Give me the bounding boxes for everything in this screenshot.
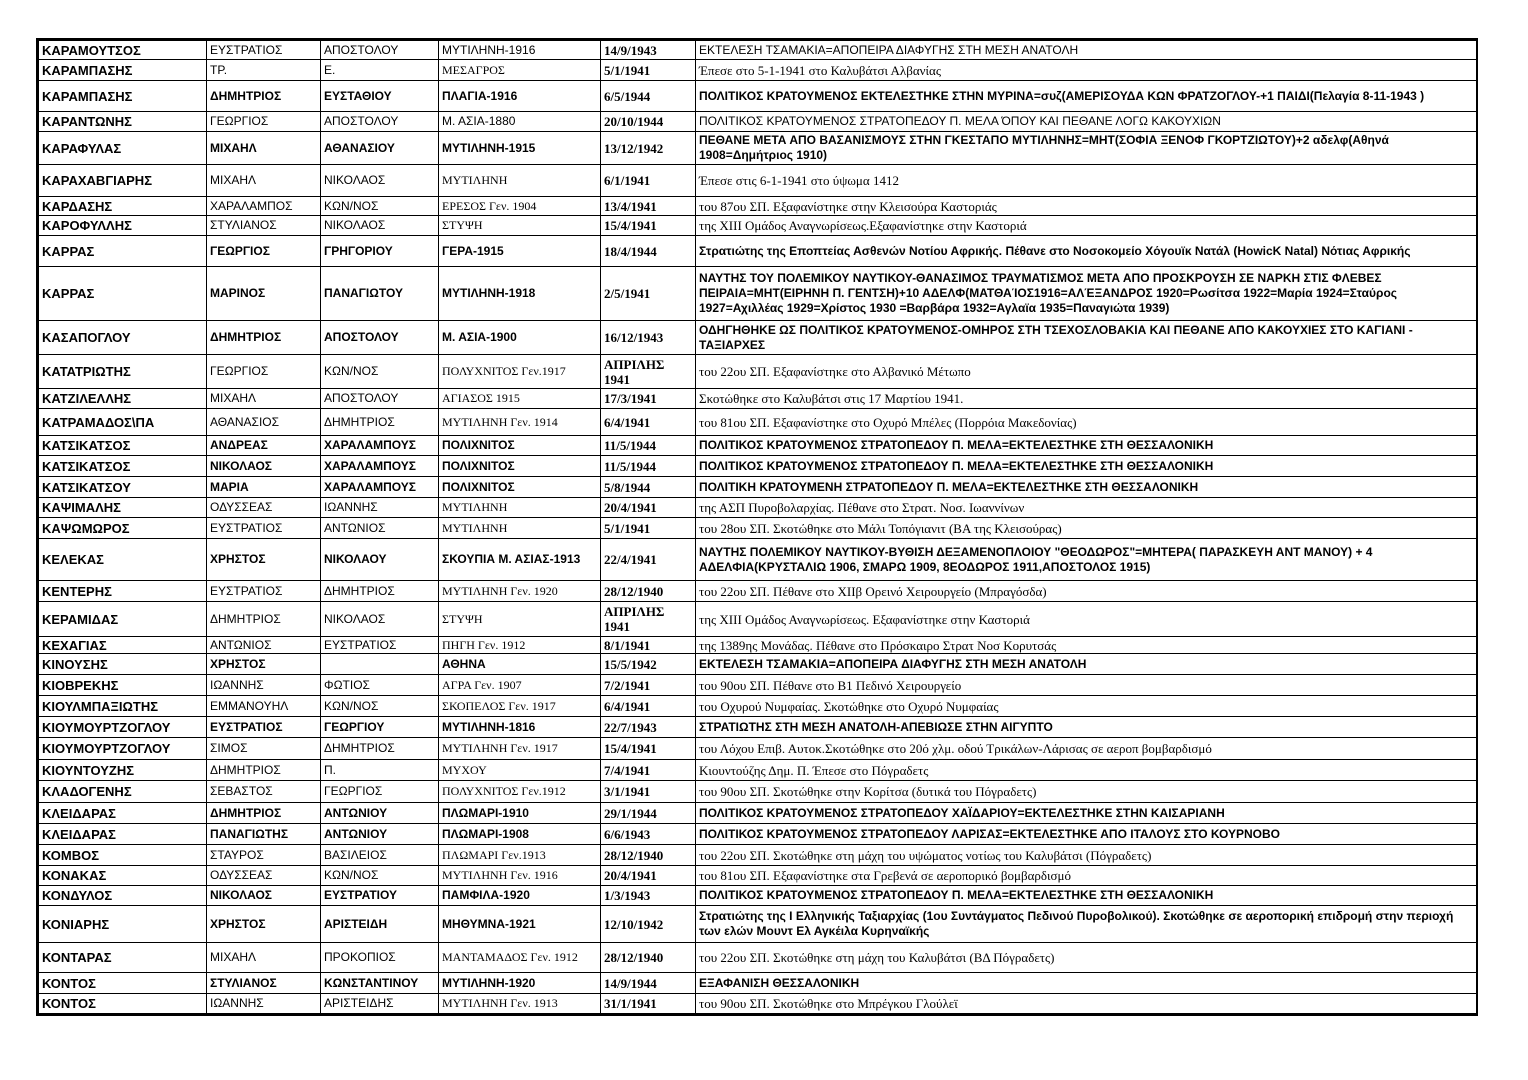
birthplace-cell: ΠΗΓΗ Γεν. 1912 — [439, 637, 601, 654]
birthplace-cell: ΜΗΘΥΜΝΑ-1921 — [439, 906, 601, 943]
surname-cell: ΚΑΤΡΑΜΑΔΟΣ\ΠΑ — [39, 409, 207, 436]
surname-cell: ΚΟΝΤΑΡΑΣ — [39, 943, 207, 973]
first-name-cell: ΧΡΗΣΤΟΣ — [207, 654, 321, 675]
birthplace-cell: ΣΚΟΠΕΛΟΣ Γεν. 1917 — [439, 696, 601, 717]
date-cell: 20/4/1941 — [601, 498, 696, 518]
note-cell: της ΑΣΠ Πυροβολαρχίας. Πέθανε στο Στρατ. Νοσ. Ιωαννίνων — [696, 498, 1477, 518]
date-cell: 11/5/1944 — [601, 436, 696, 456]
first-name-cell: ΟΔΥΣΣΕΑΣ — [207, 498, 321, 518]
table-row — [39, 781, 1477, 803]
table-row — [39, 518, 1477, 539]
date-cell: 16/12/1943 — [601, 321, 696, 355]
first-name-cell: ΜΙΧΑΗΛ — [207, 389, 321, 409]
surname-cell: ΚΟΝΤΟΣ — [39, 973, 207, 994]
birthplace-cell: ΜΥΧΟΥ — [439, 760, 601, 781]
note-cell: Στρατιώτης της Εποπτείας Ασθενών Νοτίου Αφρικής. Πέθανε στο Νοσοκομείο Χόγουϊκ Νατάλ (HowicK Natal) Νότιας Αφρικής — [696, 236, 1477, 267]
date-cell: 14/9/1943 — [601, 41, 696, 60]
table-row — [39, 41, 1477, 60]
father-name-cell: ΝΙΚΟΛΑΟΥ — [321, 539, 439, 581]
first-name-cell: ΓΕΩΡΓΙΟΣ — [207, 236, 321, 267]
date-cell: 5/1/1941 — [601, 60, 696, 81]
birthplace-cell: ΑΓΙΑΣΟΣ 1915 — [439, 389, 601, 409]
first-name-cell: ΠΑΝΑΓΙΩΤΗΣ — [207, 824, 321, 845]
birthplace-cell: ΠΛΩΜΑΡΙ Γεν.1913 — [439, 845, 601, 866]
table-row — [39, 436, 1477, 456]
father-name-cell: ΕΥΣΤΡΑΤΙΟΣ — [321, 637, 439, 654]
note-cell: ΝΑΥΤΗΣ ΠΟΛΕΜΙΚΟΥ ΝΑΥΤΙΚΟΥ-ΒΥΘΙΣΗ ΔΕΞΑΜΕΝΟΠΛΟΙΟΥ "ΘΕΟΔΩΡΟΣ"=ΜΗΤΕΡΑ( ΠΑΡΑΣΚΕΥΗ ΑΝΤ ΜΑΝΟΥ) + 4 ΑΔΕΛΦΙΑ(ΚΡΥΣΤΑΛΙΩ 1906, ΣΜΑΡΩ 1909, 8ΕΟΔΩΡΟΣ 1911,ΑΠΟΣΤΟΛΟΣ 1915) — [696, 539, 1477, 581]
surname-cell: ΚΑΡΟΦΥΛΛΗΣ — [39, 216, 207, 236]
first-name-cell: ΑΝΔΡΕΑΣ — [207, 436, 321, 456]
table-row — [39, 845, 1477, 866]
surname-cell: ΚΑΡΑΜΠΑΣΗΣ — [39, 60, 207, 81]
date-cell: 22/4/1941 — [601, 539, 696, 581]
table-row — [39, 165, 1477, 197]
father-name-cell: ΚΩΝ/ΝΟΣ — [321, 866, 439, 886]
father-name-cell: ΑΡΙΣΤΕΙΔΗ — [321, 906, 439, 943]
first-name-cell: ΜΙΧΑΗΛ — [207, 132, 321, 165]
birthplace-cell: ΜΥΤΙΛΗΝΗ Γεν. 1917 — [439, 738, 601, 760]
note-cell: ΠΟΛΙΤΙΚΟΣ ΚΡΑΤΟΥΜΕΝΟΣ ΣΤΡΑΤΟΠΕΔΟΥ Π. ΜΕΛΑ=ΕΚΤΕΛΕΣΤΗΚΕ ΣΤΗ ΘΕΣΣΑΛΟΝΙΚΗ — [696, 456, 1477, 477]
table-row — [39, 112, 1477, 132]
birthplace-cell: ΠΛΑΓΙΑ-1916 — [439, 81, 601, 112]
father-name-cell: ΑΡΙΣΤΕΙΔΗΣ — [321, 994, 439, 1014]
birthplace-cell: ΜΥΤΙΛΗΝΗ Γεν. 1914 — [439, 409, 601, 436]
birthplace-cell: ΠΟΛΙΧΝΙΤΟΣ — [439, 477, 601, 498]
table-row — [39, 696, 1477, 717]
surname-cell: ΚΑΡΑΧΑΒΓΙΑΡΗΣ — [39, 165, 207, 197]
note-cell: του Οχυρού Νυμφαίας. Σκοτώθηκε στο Οχυρό Νυμφαίας — [696, 696, 1477, 717]
table-row — [39, 824, 1477, 845]
surname-cell: ΚΕΡΑΜΙΔΑΣ — [39, 602, 207, 637]
father-name-cell: ΑΝΤΩΝΙΟΥ — [321, 803, 439, 824]
date-cell: 18/4/1944 — [601, 236, 696, 267]
note-cell: Κιουντούζης Δημ. Π. Έπεσε στο Πόγραδετς — [696, 760, 1477, 781]
father-name-cell: ΚΩΝ/ΝΟΣ — [321, 355, 439, 389]
table-row — [39, 973, 1477, 994]
birthplace-cell: ΜΥΤΙΛΗΝΗ — [439, 498, 601, 518]
surname-cell: ΚΟΝΔΥΛΟΣ — [39, 886, 207, 906]
note-cell: Σκοτώθηκε στο Καλυβάτσι στις 17 Μαρτίου 1941. — [696, 389, 1477, 409]
first-name-cell: ΕΥΣΤΡΑΤΙΟΣ — [207, 717, 321, 738]
date-cell: 3/1/1941 — [601, 781, 696, 803]
note-cell: του Λόχου Επιβ. Αυτοκ.Σκοτώθηκε στο 20ό χλμ. οδού Τρικάλων-Λάρισας σε αεροπ βομβαρδισμό — [696, 738, 1477, 760]
birthplace-cell: ΕΡΕΣΟΣ Γεν. 1904 — [439, 197, 601, 216]
surname-cell: ΚΑΤΣΙΚΑΤΣΟΥ — [39, 477, 207, 498]
first-name-cell: ΣΕΒΑΣΤΟΣ — [207, 781, 321, 803]
date-cell: 28/12/1940 — [601, 943, 696, 973]
date-cell: 8/1/1941 — [601, 637, 696, 654]
first-name-cell: ΔΗΜΗΤΡΙΟΣ — [207, 81, 321, 112]
birthplace-cell: Μ. ΑΣΙΑ-1900 — [439, 321, 601, 355]
first-name-cell: ΙΩΑΝΝΗΣ — [207, 994, 321, 1014]
first-name-cell: ΜΑΡΙΑ — [207, 477, 321, 498]
surname-cell: ΚΙΟΥΝΤΟΥΖΗΣ — [39, 760, 207, 781]
records-sheet — [36, 38, 1478, 1016]
surname-cell: ΚΙΟΥΛΜΠΑΞΙΩΤΗΣ — [39, 696, 207, 717]
first-name-cell: ΕΜΜΑΝΟΥΗΛ — [207, 696, 321, 717]
surname-cell: ΚΟΜΒΟΣ — [39, 845, 207, 866]
first-name-cell: ΝΙΚΟΛΑΟΣ — [207, 886, 321, 906]
date-cell: 7/4/1941 — [601, 760, 696, 781]
note-cell: ΠΟΛΙΤΙΚΟΣ ΚΡΑΤΟΥΜΕΝΟΣ ΣΤΡΑΤΟΠΕΔΟΥ ΧΑΪΔΑΡΙΟΥ=ΕΚΤΕΛΕΣΤΗΚΕ ΣΤΗΝ ΚΑΙΣΑΡΙΑΝΗ — [696, 803, 1477, 824]
birthplace-cell: ΜΥΤΙΛΗΝΗ-1816 — [439, 717, 601, 738]
birthplace-cell: ΜΥΤΙΛΗΝΗ Γεν. 1916 — [439, 866, 601, 886]
note-cell: ΠΟΛΙΤΙΚΟΣ ΚΡΑΤΟΥΜΕΝΟΣ ΕΚΤΕΛΕΣΤΗΚΕ ΣΤΗΝ ΜΥΡΙΝΑ=συζ(ΑΜΕΡΙΣΟΥΔΑ ΚΩΝ ΦΡΑΤΖΟΓΛΟΥ-+1 ΠΑΙΔΙ(Πελαγία 8-11-1943 ) — [696, 81, 1477, 112]
first-name-cell: ΔΗΜΗΤΡΙΟΣ — [207, 803, 321, 824]
table-row — [39, 581, 1477, 602]
first-name-cell: ΣΙΜΟΣ — [207, 738, 321, 760]
first-name-cell: ΣΤΑΥΡΟΣ — [207, 845, 321, 866]
first-name-cell: ΑΝΤΩΝΙΟΣ — [207, 637, 321, 654]
birthplace-cell: ΜΥΤΙΛΗΝΗ-1916 — [439, 41, 601, 60]
father-name-cell: ΑΝΤΩΝΙΟΣ — [321, 518, 439, 539]
date-cell: 13/4/1941 — [601, 197, 696, 216]
note-cell: ΕΚΤΕΛΕΣΗ ΤΣΑΜΑΚΙΑ=ΑΠΟΠΕΙΡΑ ΔΙΑΦΥΓΗΣ ΣΤΗ ΜΕΣΗ ΑΝΑΤΟΛΗ — [696, 654, 1477, 675]
birthplace-cell: ΑΘΗΝΑ — [439, 654, 601, 675]
father-name-cell: ΝΙΚΟΛΑΟΣ — [321, 602, 439, 637]
birthplace-cell: ΠΑΜΦΙΛΑ-1920 — [439, 886, 601, 906]
father-name-cell: ΠΑΝΑΓΙΩΤΟΥ — [321, 267, 439, 321]
date-cell: 5/1/1941 — [601, 518, 696, 539]
table-row — [39, 409, 1477, 436]
father-name-cell: ΔΗΜΗΤΡΙΟΣ — [321, 738, 439, 760]
records-table-body — [39, 41, 1477, 1014]
note-cell: του 22ου ΣΠ. Εξαφανίστηκε στο Αλβανικό Μέτωπο — [696, 355, 1477, 389]
surname-cell: ΚΑΡΑΜΠΑΣΗΣ — [39, 81, 207, 112]
first-name-cell: ΣΤΥΛΙΑΝΟΣ — [207, 973, 321, 994]
table-row — [39, 355, 1477, 389]
birthplace-cell: ΜΥΤΙΛΗΝΗ-1918 — [439, 267, 601, 321]
table-row — [39, 216, 1477, 236]
birthplace-cell: ΣΤΥΨΗ — [439, 602, 601, 637]
table-row — [39, 866, 1477, 886]
date-cell: 6/5/1944 — [601, 81, 696, 112]
surname-cell: ΚΙΟΥΜΟΥΡΤΖΟΓΛΟΥ — [39, 738, 207, 760]
date-cell: 7/2/1941 — [601, 675, 696, 696]
note-cell: ΠΟΛΙΤΙΚΟΣ ΚΡΑΤΟΥΜΕΝΟΣ ΣΤΡΑΤΟΠΕΔΟΥ Π. ΜΕΛΑ=ΕΚΤΕΛΕΣΤΗΚΕ ΣΤΗ ΘΕΣΣΑΛΟΝΙΚΗ — [696, 886, 1477, 906]
father-name-cell: ΧΑΡΑΛΑΜΠΟΥΣ — [321, 456, 439, 477]
surname-cell: ΚΑΡΡΑΣ — [39, 267, 207, 321]
table-row — [39, 389, 1477, 409]
father-name-cell: ΔΗΜΗΤΡΙΟΣ — [321, 409, 439, 436]
surname-cell: ΚΛΕΙΔΑΡΑΣ — [39, 824, 207, 845]
note-cell: του 90ου ΣΠ. Σκοτώθηκε στην Κορίτσα (δυτικά του Πόγραδετς) — [696, 781, 1477, 803]
first-name-cell: ΣΤΥΛΙΑΝΟΣ — [207, 216, 321, 236]
date-cell: 11/5/1944 — [601, 456, 696, 477]
date-cell: 5/8/1944 — [601, 477, 696, 498]
first-name-cell: ΕΥΣΤΡΑΤΙΟΣ — [207, 518, 321, 539]
table-row — [39, 717, 1477, 738]
birthplace-cell: ΠΟΛΙΧΝΙΤΟΣ — [439, 456, 601, 477]
father-name-cell: ΧΑΡΑΛΑΜΠΟΥΣ — [321, 477, 439, 498]
surname-cell: ΚΟΝΑΚΑΣ — [39, 866, 207, 886]
note-cell: ΕΚΤΕΛΕΣΗ ΤΣΑΜΑΚΙΑ=ΑΠΟΠΕΙΡΑ ΔΙΑΦΥΓΗΣ ΣΤΗ ΜΕΣΗ ΑΝΑΤΟΛΗ — [696, 41, 1477, 60]
date-cell: 29/1/1944 — [601, 803, 696, 824]
father-name-cell: ΒΑΣΙΛΕΙΟΣ — [321, 845, 439, 866]
father-name-cell: ΑΠΟΣΤΟΛΟΥ — [321, 41, 439, 60]
birthplace-cell: ΜΥΤΙΛΗΝΗ-1915 — [439, 132, 601, 165]
birthplace-cell: ΜΥΤΙΛΗΝΗ Γεν. 1913 — [439, 994, 601, 1014]
first-name-cell: ΑΘΑΝΑΣΙΟΣ — [207, 409, 321, 436]
date-cell: 12/10/1942 — [601, 906, 696, 943]
date-cell: 15/4/1941 — [601, 216, 696, 236]
first-name-cell: ΔΗΜΗΤΡΙΟΣ — [207, 321, 321, 355]
date-cell: 22/7/1943 — [601, 717, 696, 738]
table-row — [39, 760, 1477, 781]
father-name-cell: Π. — [321, 760, 439, 781]
date-cell: 1/3/1943 — [601, 886, 696, 906]
father-name-cell: ΑΠΟΣΤΟΛΟΥ — [321, 321, 439, 355]
table-row — [39, 498, 1477, 518]
father-name-cell: ΑΠΟΣΤΟΛΟΥ — [321, 112, 439, 132]
first-name-cell: ΕΥΣΤΡΑΤΙΟΣ — [207, 581, 321, 602]
table-row — [39, 81, 1477, 112]
father-name-cell: ΚΩΝ/ΝΟΣ — [321, 197, 439, 216]
surname-cell: ΚΟΝΙΑΡΗΣ — [39, 906, 207, 943]
birthplace-cell: ΜΥΤΙΛΗΝΗ — [439, 165, 601, 197]
father-name-cell: ΠΡΟΚΟΠΙΟΣ — [321, 943, 439, 973]
note-cell: του 81ου ΣΠ. Εξαφανίστηκε στο Οχυρό Μπέλες (Πορρόια Μακεδονίας) — [696, 409, 1477, 436]
surname-cell: ΚΑΡΔΑΣΗΣ — [39, 197, 207, 216]
first-name-cell: ΓΕΩΡΓΙΟΣ — [207, 355, 321, 389]
father-name-cell: ΑΘΑΝΑΣΙΟΥ — [321, 132, 439, 165]
father-name-cell: ΚΩΝ/ΝΟΣ — [321, 696, 439, 717]
father-name-cell: ΕΥΣΤΑΘΙΟΥ — [321, 81, 439, 112]
first-name-cell: ΙΩΑΝΝΗΣ — [207, 675, 321, 696]
father-name-cell — [321, 654, 439, 675]
note-cell: ΟΔΗΓΗΘΗΚΕ ΩΣ ΠΟΛΙΤΙΚΟΣ ΚΡΑΤΟΥΜΕΝΟΣ-ΟΜΗΡΟΣ ΣΤΗ ΤΣΕΧΟΣΛΟΒΑΚΙΑ ΚΑΙ ΠΕΘΑΝΕ ΑΠΟ ΚΑΚΟΥΧΙΕΣ ΣΤΟ ΚΑΓΙΑΝΙ - ΤΑΞΙΑΡΧΕΣ — [696, 321, 1477, 355]
table-row — [39, 675, 1477, 696]
surname-cell: ΚΑΨΩΜΩΡΟΣ — [39, 518, 207, 539]
father-name-cell: ΓΕΩΡΓΙΟΣ — [321, 781, 439, 803]
surname-cell: ΚΑΤΣΙΚΑΤΣΟΣ — [39, 436, 207, 456]
father-name-cell: ΔΗΜΗΤΡΙΟΣ — [321, 581, 439, 602]
birthplace-cell: ΣΤΥΨΗ — [439, 216, 601, 236]
date-cell: 20/4/1941 — [601, 866, 696, 886]
first-name-cell: ΧΑΡΑΛΑΜΠΟΣ — [207, 197, 321, 216]
birthplace-cell: ΣΚΟΥΠΙΑ Μ. ΑΣΙΑΣ-1913 — [439, 539, 601, 581]
first-name-cell: ΔΗΜΗΤΡΙΟΣ — [207, 760, 321, 781]
note-cell: του 28ου ΣΠ. Σκοτώθηκε στο Μάλι Τοπόγιανιτ (ΒΑ της Κλεισούρας) — [696, 518, 1477, 539]
note-cell: του 90ου ΣΠ. Πέθανε στο Β1 Πεδινό Χειρουργείο — [696, 675, 1477, 696]
birthplace-cell: ΜΥΤΙΛΗΝΗ Γεν. 1920 — [439, 581, 601, 602]
note-cell: Έπεσε στις 6-1-1941 στο ύψωμα 1412 — [696, 165, 1477, 197]
table-row — [39, 886, 1477, 906]
note-cell: ΠΟΛΙΤΙΚΟΣ ΚΡΑΤΟΥΜΕΝΟΣ ΣΤΡΑΤΟΠΕΔΟΥ Π. ΜΕΛΑ ΌΠΟΥ ΚΑΙ ΠΕΘΑΝΕ ΛΟΓΩ ΚΑΚΟΥΧΙΩΝ — [696, 112, 1477, 132]
note-cell: της ΧΙΙΙ Ομάδος Αναγνωρίσεως.Εξαφανίστηκε στην Καστοριά — [696, 216, 1477, 236]
surname-cell: ΚΛΑΔΟΓΕΝΗΣ — [39, 781, 207, 803]
date-cell: 14/9/1944 — [601, 973, 696, 994]
birthplace-cell: ΜΑΝΤΑΜΑΔΟΣ Γεν. 1912 — [439, 943, 601, 973]
surname-cell: ΚΟΝΤΟΣ — [39, 994, 207, 1014]
surname-cell: ΚΕΧΑΓΙΑΣ — [39, 637, 207, 654]
note-cell: ΣΤΡΑΤΙΩΤΗΣ ΣΤΗ ΜΕΣΗ ΑΝΑΤΟΛΗ-ΑΠΕΒΙΩΣΕ ΣΤΗΝ ΑΙΓΥΠΤΟ — [696, 717, 1477, 738]
note-cell: του 81ου ΣΠ. Εξαφανίστηκε στα Γρεβενά σε αεροπορικό βομβαρδισμό — [696, 866, 1477, 886]
birthplace-cell: ΠΛΩΜΑΡΙ-1910 — [439, 803, 601, 824]
surname-cell: ΚΑΣΑΠΟΓΛΟΥ — [39, 321, 207, 355]
note-cell: ΕΞΑΦΑΝΙΣΗ ΘΕΣΣΑΛΟΝΙΚΗ — [696, 973, 1477, 994]
father-name-cell: ΑΠΟΣΤΟΛΟΥ — [321, 389, 439, 409]
surname-cell: ΚΕΝΤΕΡΗΣ — [39, 581, 207, 602]
father-name-cell: ΓΡΗΓΟΡΙΟΥ — [321, 236, 439, 267]
table-row — [39, 321, 1477, 355]
table-row — [39, 60, 1477, 81]
surname-cell: ΚΕΛΕΚΑΣ — [39, 539, 207, 581]
table-row — [39, 738, 1477, 760]
first-name-cell: ΓΕΩΡΓΙΟΣ — [207, 112, 321, 132]
surname-cell: ΚΑΨΙΜΑΛΗΣ — [39, 498, 207, 518]
note-cell: της ΧΙΙΙ Ομάδος Αναγνωρίσεως. Εξαφανίστηκε στην Καστοριά — [696, 602, 1477, 637]
date-cell: 2/5/1941 — [601, 267, 696, 321]
surname-cell: ΚΛΕΙΔΑΡΑΣ — [39, 803, 207, 824]
table-row — [39, 477, 1477, 498]
birthplace-cell: ΓΕΡΑ-1915 — [439, 236, 601, 267]
surname-cell: ΚΙΟΒΡΕΚΗΣ — [39, 675, 207, 696]
first-name-cell: ΔΗΜΗΤΡΙΟΣ — [207, 602, 321, 637]
father-name-cell: ΕΥΣΤΡΑΤΙΟΥ — [321, 886, 439, 906]
first-name-cell: ΧΡΗΣΤΟΣ — [207, 539, 321, 581]
birthplace-cell: ΑΓΡΑ Γεν. 1907 — [439, 675, 601, 696]
father-name-cell: ΓΕΩΡΓΙΟΥ — [321, 717, 439, 738]
surname-cell: ΚΑΡΡΑΣ — [39, 236, 207, 267]
date-cell: 13/12/1942 — [601, 132, 696, 165]
first-name-cell: ΜΙΧΑΗΛ — [207, 943, 321, 973]
father-name-cell: ΦΩΤΙΟΣ — [321, 675, 439, 696]
note-cell: Έπεσε στο 5-1-1941 στο Καλυβάτσι Αλβανίας — [696, 60, 1477, 81]
surname-cell: ΚΑΤΑΤΡΙΩΤΗΣ — [39, 355, 207, 389]
surname-cell: ΚΑΡΑΦΥΛΑΣ — [39, 132, 207, 165]
father-name-cell: Ε. — [321, 60, 439, 81]
birthplace-cell: ΜΥΤΙΛΗΝΗ-1920 — [439, 973, 601, 994]
note-cell: ΠΟΛΙΤΙΚΟΣ ΚΡΑΤΟΥΜΕΝΟΣ ΣΤΡΑΤΟΠΕΔΟΥ ΛΑΡΙΣΑΣ=ΕΚΤΕΛΕΣΤΗΚΕ ΑΠΟ ΙΤΑΛΟΥΣ ΣΤΟ ΚΟΥΡΝΟΒΟ — [696, 824, 1477, 845]
date-cell: 20/10/1944 — [601, 112, 696, 132]
table-row — [39, 539, 1477, 581]
date-cell: ΑΠΡΙΛΗΣ 1941 — [601, 602, 696, 637]
table-row — [39, 654, 1477, 675]
surname-cell: ΚΙΝΟΥΣΗΣ — [39, 654, 207, 675]
birthplace-cell: ΜΕΣΑΓΡΟΣ — [439, 60, 601, 81]
date-cell: 6/4/1941 — [601, 409, 696, 436]
note-cell: ΠΟΛΙΤΙΚΗ ΚΡΑΤΟΥΜΕΝΗ ΣΤΡΑΤΟΠΕΔΟΥ Π. ΜΕΛΑ=ΕΚΤΕΛΕΣΤΗΚΕ ΣΤΗ ΘΕΣΣΑΛΟΝΙΚΗ — [696, 477, 1477, 498]
table-row — [39, 132, 1477, 165]
date-cell: 6/1/1941 — [601, 165, 696, 197]
father-name-cell: ΧΑΡΑΛΑΜΠΟΥΣ — [321, 436, 439, 456]
surname-cell: ΚΑΤΣΙΚΑΤΣΟΣ — [39, 456, 207, 477]
date-cell: 31/1/1941 — [601, 994, 696, 1014]
table-row — [39, 267, 1477, 321]
records-table — [38, 40, 1477, 1014]
birthplace-cell: ΠΛΩΜΑΡΙ-1908 — [439, 824, 601, 845]
date-cell: 6/6/1943 — [601, 824, 696, 845]
note-cell: του 90ου ΣΠ. Σκοτώθηκε στο Μπρέγκου Γλούλεϊ — [696, 994, 1477, 1014]
birthplace-cell: ΠΟΛΙΧΝΙΤΟΣ — [439, 436, 601, 456]
father-name-cell: ΑΝΤΩΝΙΟΥ — [321, 824, 439, 845]
first-name-cell: ΜΙΧΑΗΛ — [207, 165, 321, 197]
note-cell: του 87ου ΣΠ. Εξαφανίστηκε στην Κλεισούρα Καστοριάς — [696, 197, 1477, 216]
father-name-cell: ΝΙΚΟΛΑΟΣ — [321, 216, 439, 236]
surname-cell: ΚΑΡΑΜΟΥΤΣΟΣ — [39, 41, 207, 60]
table-row — [39, 906, 1477, 943]
birthplace-cell: ΠΟΛΥΧΝΙΤΟΣ Γεν.1917 — [439, 355, 601, 389]
surname-cell: ΚΙΟΥΜΟΥΡΤΖΟΓΛΟΥ — [39, 717, 207, 738]
table-row — [39, 236, 1477, 267]
table-row — [39, 803, 1477, 824]
birthplace-cell: ΜΥΤΙΛΗΝΗ — [439, 518, 601, 539]
note-cell: του 22ου ΣΠ. Σκοτώθηκε στη μάχη του Καλυβάτσι (ΒΔ Πόγραδετς) — [696, 943, 1477, 973]
date-cell: 15/4/1941 — [601, 738, 696, 760]
birthplace-cell: Μ. ΑΣΙΑ-1880 — [439, 112, 601, 132]
first-name-cell: ΝΙΚΟΛΑΟΣ — [207, 456, 321, 477]
table-row — [39, 637, 1477, 654]
date-cell: 28/12/1940 — [601, 845, 696, 866]
date-cell: 15/5/1942 — [601, 654, 696, 675]
table-row — [39, 943, 1477, 973]
note-cell: του 22ου ΣΠ. Πέθανε στο ΧΙΙβ Ορεινό Χειρουργείο (Μπραγόσδα) — [696, 581, 1477, 602]
note-cell: της 1389ης Μονάδας. Πέθανε στο Πρόσκαιρο Στρατ Νοσ Κορυτσάς — [696, 637, 1477, 654]
note-cell: Στρατιώτης της Ι Ελληνικής Ταξιαρχίας (1ου Συντάγματος Πεδινού Πυροβολικού). Σκοτώθηκε σε αεροπορική επιδρομή στην περιοχή των ελών Μουντ Ελ Αγκέιλα Κυρηναϊκής — [696, 906, 1477, 943]
birthplace-cell: ΠΟΛΥΧΝΙΤΟΣ Γεν.1912 — [439, 781, 601, 803]
first-name-cell: ΕΥΣΤΡΑΤΙΟΣ — [207, 41, 321, 60]
first-name-cell: ΧΡΗΣΤΟΣ — [207, 906, 321, 943]
table-row — [39, 197, 1477, 216]
note-cell: του 22ου ΣΠ. Σκοτώθηκε στη μάχη του υψώματος νοτίως του Καλυβάτσι (Πόγραδετς) — [696, 845, 1477, 866]
father-name-cell: ΙΩΑΝΝΗΣ — [321, 498, 439, 518]
date-cell: 28/12/1940 — [601, 581, 696, 602]
table-row — [39, 602, 1477, 637]
first-name-cell: ΟΔΥΣΣΕΑΣ — [207, 866, 321, 886]
date-cell: 17/3/1941 — [601, 389, 696, 409]
date-cell: ΑΠΡΙΛΗΣ 1941 — [601, 355, 696, 389]
surname-cell: ΚΑΡΑΝΤΩΝΗΣ — [39, 112, 207, 132]
note-cell: ΝΑΥΤΗΣ ΤΟΥ ΠΟΛΕΜΙΚΟΥ ΝΑΥΤΙΚΟΥ-ΘΑΝΑΣΙΜΟΣ ΤΡΑΥΜΑΤΙΣΜΟΣ ΜΕΤΑ ΑΠΟ ΠΡΟΣΚΡΟΥΣΗ ΣΕ ΝΑΡΚΗ ΣΤΙΣ ΦΛΕΒΕΣ ΠΕΙΡΑΙΑ=ΜΗΤ(ΕΙΡΗΝΗ Π. ΓΕΝΤΣΗ)+10 ΑΔΕΛΦ(ΜΑΤΘΑΊΟΣ1916=ΑΛΈΞΑΝΔΡΟΣ 1920=Ρωσίτσα 1922=Μαρία 1924=Σταύρος 1927=Αχιλλέας 1929=Χρίστος 1930 =Βαρβάρα 1932=Αγλαϊα 1935=Παναγιώτα 1939) — [696, 267, 1477, 321]
father-name-cell: ΝΙΚΟΛΑΟΣ — [321, 165, 439, 197]
table-row — [39, 994, 1477, 1014]
first-name-cell: ΜΑΡΙΝΟΣ — [207, 267, 321, 321]
surname-cell: ΚΑΤΖΙΛΕΛΛΗΣ — [39, 389, 207, 409]
father-name-cell: ΚΩΝΣΤΑΝΤΙΝΟΥ — [321, 973, 439, 994]
note-cell: ΠΕΘΑΝΕ ΜΕΤΑ ΑΠΟ ΒΑΣΑΝΙΣΜΟΥΣ ΣΤΗΝ ΓΚΕΣΤΑΠΟ ΜΥΤΙΛΗΝΗΣ=ΜΗΤ(ΣΟΦΙΑ ΞΕΝΟΦ ΓΚΟΡΤΖΙΩΤΟΥ)+2 αδελφ(Αθηνά 1908=Δημήτριος 1910) — [696, 132, 1477, 165]
first-name-cell: ΤΡ. — [207, 60, 321, 81]
note-cell: ΠΟΛΙΤΙΚΟΣ ΚΡΑΤΟΥΜΕΝΟΣ ΣΤΡΑΤΟΠΕΔΟΥ Π. ΜΕΛΑ=ΕΚΤΕΛΕΣΤΗΚΕ ΣΤΗ ΘΕΣΣΑΛΟΝΙΚΗ — [696, 436, 1477, 456]
date-cell: 6/4/1941 — [601, 696, 696, 717]
table-row — [39, 456, 1477, 477]
